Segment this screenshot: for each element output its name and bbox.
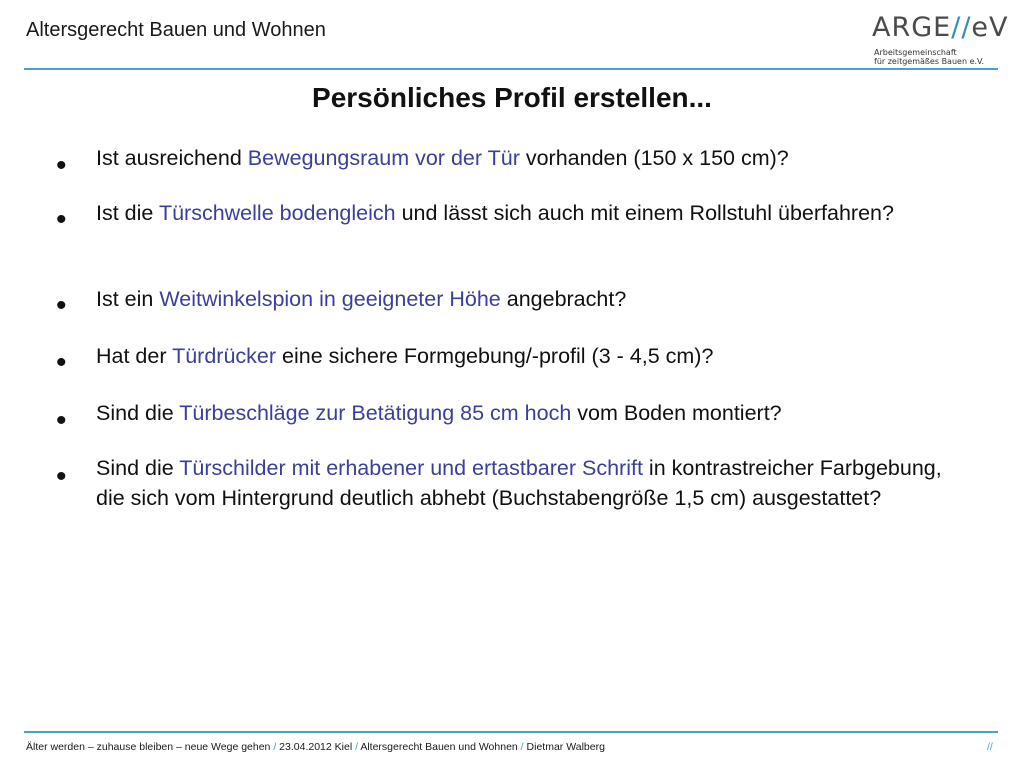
- list-item: Ist die Türschwelle bodengleich und lässt sich auch mit einem Rollstuhl überfahren?: [96, 201, 894, 225]
- list-item: Sind die Türbeschläge zur Betätigung 85 cm hoch vom Boden montiert?: [96, 401, 782, 425]
- logo-subtitle-line1: Arbeitsgemeinschaft: [874, 48, 957, 57]
- arge-logo: [872, 12, 1012, 68]
- logo-subtitle-line2: für zeitgemäßes Bauen e.V.: [874, 57, 985, 66]
- page-title: Persönliches Profil erstellen...: [312, 82, 712, 113]
- bullet-dot: •: [56, 404, 67, 437]
- footer-text: Älter werden – zuhause bleiben – neue Wege gehen / 23.04.2012 Kiel / Altersgerecht Bauen und Wohnen / Dietmar Walberg: [26, 741, 605, 753]
- bullet-dot: •: [56, 346, 67, 379]
- bullet-dot: •: [56, 289, 67, 322]
- header-divider: [24, 68, 998, 70]
- logo-wordmark: ARGE//eV: [872, 12, 1009, 43]
- list-item: Sind die Türschilder mit erhabener und ertastbarer Schrift in kontrastreicher Farbgebung, die sich vom Hintergrund deutlich abhebt (Buchstabengröße 1,5 cm) ausgestattet?: [96, 456, 942, 510]
- footer-divider: [24, 731, 998, 733]
- list-item: Ist ein Weitwinkelspion in geeigneter Höhe angebracht?: [96, 287, 627, 311]
- footer-author: Dietmar Walberg: [526, 741, 605, 753]
- footer-event: Älter werden – zuhause bleiben – neue Wege gehen: [26, 741, 271, 753]
- footer-slash-mark: //: [987, 741, 993, 753]
- footer-topic: Altersgerecht Bauen und Wohnen: [360, 741, 518, 753]
- header-title: Altersgerecht Bauen und Wohnen: [26, 19, 326, 41]
- bullet-dot: •: [56, 460, 67, 493]
- list-item: Ist ausreichend Bewegungsraum vor der Tür vorhanden (150 x 150 cm)?: [96, 146, 789, 170]
- list-item: Hat der Türdrücker eine sichere Formgebung/-profil (3 - 4,5 cm)?: [96, 344, 714, 368]
- bullet-dot: •: [56, 203, 67, 236]
- bullet-dot: •: [56, 149, 67, 182]
- footer-date-place: 23.04.2012 Kiel: [279, 741, 353, 753]
